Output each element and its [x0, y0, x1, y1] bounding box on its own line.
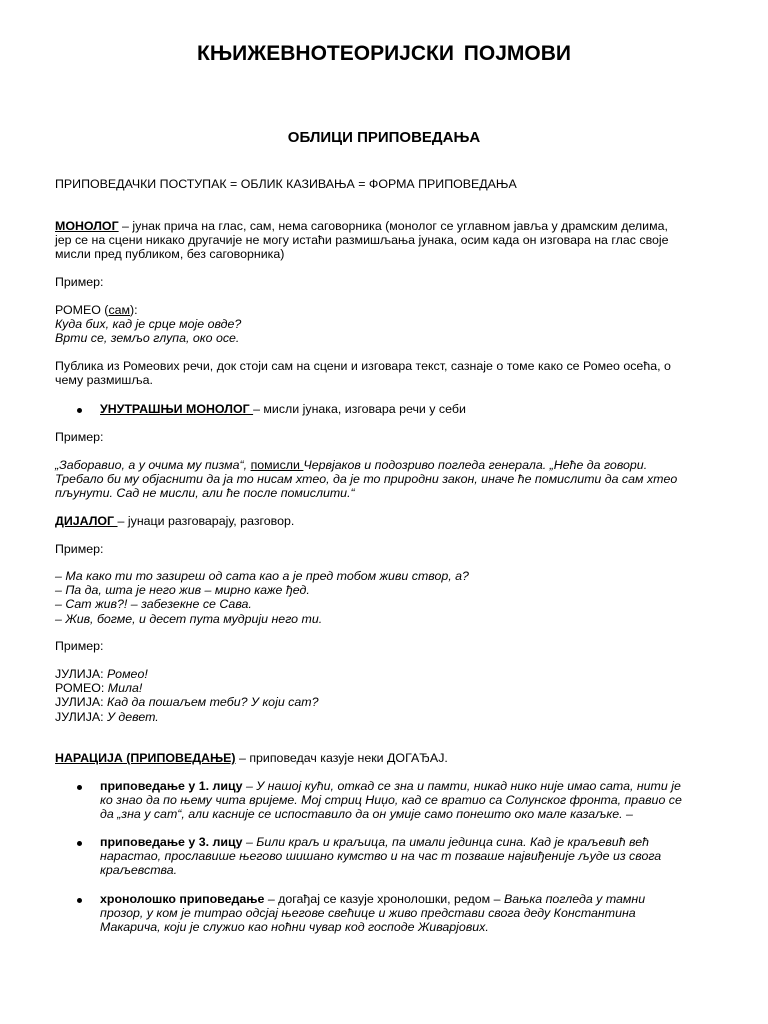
page-title: КЊИЖЕВНОТЕОРИЈСКИ ПОЈМОВИ [197, 42, 571, 65]
narration-item-third-person: приповедање у 3. лицу – Били краљ и краљица, па имали јединца сина. Кад је краљевић већ нарастао, прославише његово шишано кумство и на час т позваше највиђеније људе из свога краљевства. [100, 835, 662, 878]
section-title: ОБЛИЦИ ПРИПОВЕДАЊА [287, 129, 481, 146]
inner-monolog-example-label: Пример: [55, 430, 104, 444]
inner-monolog-definition: УНУТРАШЊИ МОНОЛОГ – мисли јунака, изговара речи у себи [100, 402, 466, 416]
narration-item-chronological: хронолошко приповедање – догађај се казује хронолошки, редом – Вањка погледа у тамни прозор, у ком је титрао одсјај његове свећице и живо представи свога деду Константина Макарича, који је служио као ноћни чувар код господе Живарјових. [100, 892, 646, 935]
bullet-icon [77, 782, 85, 790]
dialog-line: – Жив, богме, и десет пута мудрији него ти. [55, 611, 323, 626]
dialog-line: – Сат жив?! – забезекне се Сава. [55, 597, 252, 612]
intro-line: ПРИПОВЕДАЧКИ ПОСТУПАК = ОБЛИК КАЗИВАЊА = ФОРМА ПРИПОВЕДАЊА [55, 177, 517, 191]
monolog-definition: МОНОЛОГ – јунак прича на глас, сам, нема саговорника (монолог се углавном јавља у драмским делима, јер се на сцени никако другачије не могу истаћи размишљања јунака, осим када он изговара на глас своје мисли пред публиком, без саговорника) [55, 219, 669, 262]
inner-monolog-example: „Заборавио, а у очима му пизма“, помисли Червјаков и подозриво погледа генерала. „Неће да говори. Требало би му објаснити да ја то нисам хтео, да је то природни закон, иначе ће помислити да сам хтео пљунути. Сад не мисли, али ће после помислити.“ [55, 458, 678, 501]
dialog-example [55, 569, 715, 626]
bullet-icon [77, 405, 85, 413]
monolog-explanation: Публика из Ромеових речи, док стоји сам на сцени и изговара текст, сазнаје о томе како се Ромео осећа, о чему размишља. [55, 359, 671, 388]
narration-definition: НАРАЦИЈА (ПРИПОВЕДАЊЕ) – приповедач казује неки ДОГАЂАЈ. [55, 751, 448, 765]
dialog-definition: ДИЈАЛОГ – јунаци разговарају, разговор. [55, 514, 295, 528]
dialog-example-label: Пример: [55, 542, 104, 556]
monolog-example: РОМЕО (сам): Куда бих, кад је срце моје овде? Врти се, земљо глупа, око осе. [55, 303, 242, 346]
bullet-icon [77, 838, 85, 846]
dialog-example-label-2: Пример: [55, 639, 104, 653]
dialog-line: – Ма како ти то зазиреш од сата као а је пред тобом живи створ, а? [55, 569, 469, 583]
dialog-line: – Па да, шта је него жив – мирно каже ђед. [55, 583, 310, 598]
bullet-icon [77, 895, 85, 903]
dialog-exchange: ЈУЛИЈА: Ромео! РОМЕО: Мила! ЈУЛИЈА: Кад да пошаљем теби? У који сат? ЈУЛИЈА: У девет. [55, 667, 319, 724]
monolog-term: МОНОЛОГ [55, 219, 119, 233]
narration-item-first-person: приповедање у 1. лицу – У нашој кући, откад се зна и памти, никад нико није имао сата, нити је ко знао да по њему чита вријеме. Мој стриц Ниџо, кад се вратио са Солунског фронта, правио се да „зна у сат“, али касније се испоставило да он умије само понешто око мале казаљке. – [100, 779, 682, 822]
monolog-example-label: Пример: [55, 275, 104, 289]
